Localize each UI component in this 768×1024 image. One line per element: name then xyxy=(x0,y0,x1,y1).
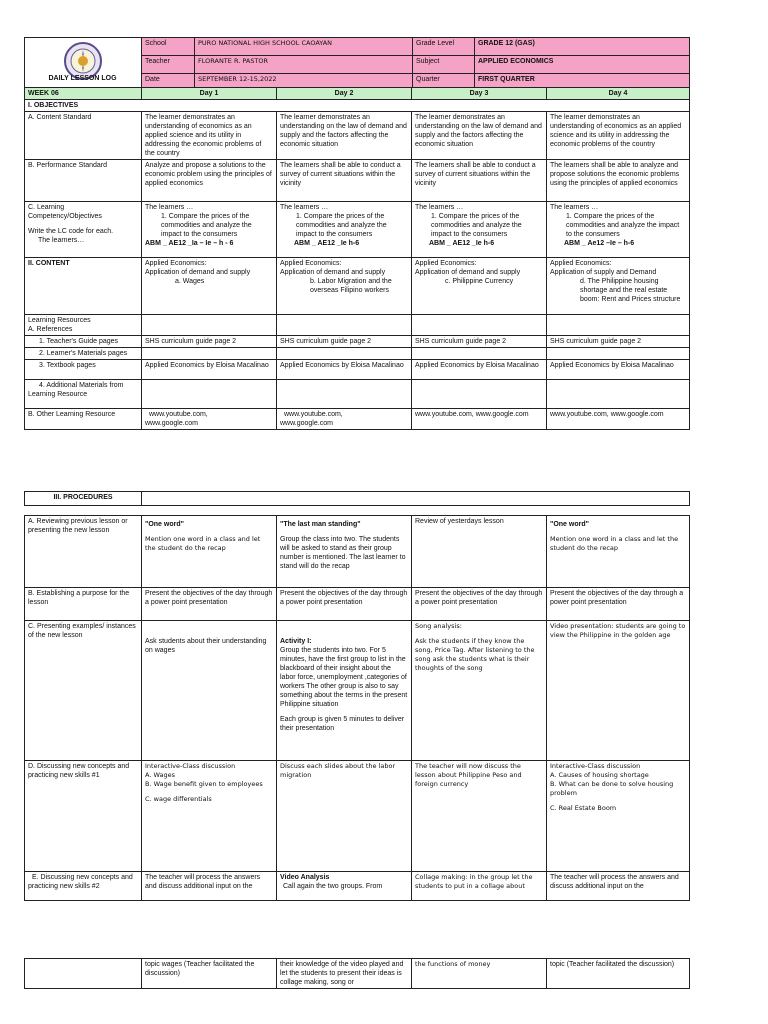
grade-label: Grade Level xyxy=(413,38,475,56)
tb-d3: Applied Economics by Eloisa Macalinao xyxy=(412,360,547,380)
continued-label xyxy=(25,959,142,989)
competency-item: 1. Compare the prices of the commodities and analyze the impact to the consumers xyxy=(161,213,252,238)
review-label: A. Reviewing previous lesson or presenting the new lesson xyxy=(25,516,142,588)
continued-d4: topic (Teacher facilitated the discussion) xyxy=(547,959,690,989)
resources-label-1: Learning Resources xyxy=(28,317,91,324)
resources-d1 xyxy=(142,315,277,336)
log-title-row xyxy=(24,71,141,85)
examples-d3-text: Ask the students if they know the song, Price Tag. After listening to the song ask the students what is their thoughts of the song xyxy=(415,637,535,672)
review-d1-text: Mention one word in a class and let the student do the recap xyxy=(145,535,261,552)
grade-value: GRADE 12 (GAS) xyxy=(475,38,690,56)
discussing2-d2-title: Video Analysis xyxy=(280,874,330,881)
competency-code-d2: ABM _ AE12 _Ie h-6 xyxy=(294,240,360,247)
content-d2 xyxy=(277,258,412,315)
content-d4 xyxy=(547,258,690,315)
tb-d4: Applied Economics by Eloisa Macalinao xyxy=(547,360,690,380)
content-prefix: Applied Economics: xyxy=(280,260,342,267)
additional-label-text: 4. Additional Materials from Learning Resource xyxy=(28,382,124,398)
content-d1-line: Application of demand and supply xyxy=(145,269,251,276)
tg-d1: SHS curriculum guide page 2 xyxy=(142,336,277,348)
examples-d2 xyxy=(277,621,412,761)
competency-code-d3: ABM _ AE12 _Ie h-6 xyxy=(429,240,495,247)
other-d1-b: www.google.com xyxy=(145,420,198,427)
content-standard-label: A. Content Standard xyxy=(25,112,142,160)
objectives-heading: I. OBJECTIVES xyxy=(25,100,690,112)
week-label: WEEK 06 xyxy=(25,88,142,100)
examples-label: C. Presenting examples/ instances of the new lesson xyxy=(25,621,142,761)
continued-table xyxy=(24,958,690,989)
competency-label-1: C. Learning Competency/Objectives xyxy=(28,204,102,220)
other-d1-a: www.youtube.com, xyxy=(149,411,208,418)
tb-label: 3. Textbook pages xyxy=(25,360,142,380)
performance-standard-d4: The learners shall be able to analyze and propose solutions the economic problems using the principles of applied economics xyxy=(547,160,690,202)
content-d2-line: Application of demand and supply xyxy=(280,269,386,276)
objectives-table xyxy=(24,87,690,430)
performance-standard-d3: The learners shall be able to conduct a survey of current situations within the vicinity xyxy=(412,160,547,202)
content-d2-sub: b. Labor Migration and the overseas Filipino workers xyxy=(310,278,392,294)
lm-d2 xyxy=(277,348,412,360)
competency-code-d4: ABM _ Ae12 –Ie – h-6 xyxy=(564,240,635,247)
content-d3-sub: c. Philippine Currency xyxy=(445,278,514,285)
tg-d4: SHS curriculum guide page 2 xyxy=(547,336,690,348)
date-label: Date xyxy=(142,74,195,88)
content-prefix: Applied Economics: xyxy=(415,260,477,267)
discussing2-d2 xyxy=(277,872,412,901)
discussing1-label: D. Discussing new concepts and practicing new skills #1 xyxy=(25,761,142,872)
discussing1-d4-c: C. Real Estate Boom xyxy=(550,804,617,812)
examples-d4-text: Video presentation: students are going to view the Philippine in the golden age xyxy=(550,622,686,639)
other-d4: www.youtube.com, www.google.com xyxy=(547,409,690,430)
continued-d2: their knowledge of the video played and let the students to present their ideas is collage making, song or xyxy=(277,959,412,989)
review-d1-title: "One word" xyxy=(145,521,184,528)
performance-standard-label: B. Performance Standard xyxy=(25,160,142,202)
add-d2 xyxy=(277,380,412,409)
content-d4-sub: d. The Philippine housing shortage and the real estate boom: Rent and Prices structure xyxy=(580,278,681,303)
other-d2-b: www.google.com xyxy=(280,420,333,427)
discussing2-d1: The teacher will process the answers and discuss additional input on the xyxy=(142,872,277,901)
review-d1 xyxy=(142,516,277,588)
lm-label: 2. Learner's Materials pages xyxy=(25,348,142,360)
content-standard-d3: The learner demonstrates an understanding on the law of demand and supply and the factors affecting the economic situation xyxy=(412,112,547,160)
competency-d4 xyxy=(547,202,690,258)
content-d4-line: Application of supply and Demand xyxy=(550,269,657,276)
quarter-value: FIRST QUARTER xyxy=(475,74,690,88)
discussing1-d1-c: C. wage differentials xyxy=(145,795,212,803)
examples-d4 xyxy=(547,621,690,761)
competency-item: 1. Compare the prices of the commodities and analyze the impact to the consumers xyxy=(431,213,522,238)
add-d3 xyxy=(412,380,547,409)
examples-d2-text: Group the students into two. For 5 minutes, have the first group to list in the blackboard of their insight about the labor force, unemployment ,categories of workers The other group is also to say something about the terms in the present Philippine situation xyxy=(280,647,408,708)
lm-d4 xyxy=(547,348,690,360)
resources-label xyxy=(25,315,142,336)
discussing1-d4-title: Interactive-Class discussion xyxy=(550,762,641,770)
competency-d3 xyxy=(412,202,547,258)
examples-d1-text: Ask students about their understanding on wages xyxy=(145,638,267,654)
examples-d2-text2: Each group is given 5 minutes to deliver their presentation xyxy=(280,716,405,732)
purpose-d3: Present the objectives of the day through a power point presentation xyxy=(412,588,547,621)
teacher-value: FLORANTE R. PASTOR xyxy=(195,56,413,74)
date-value: SEPTEMBER 12-15,2022 xyxy=(195,74,413,88)
purpose-d1: Present the objectives of the day through a power point presentation xyxy=(142,588,277,621)
discussing1-d1-b: B. Wage benefit given to employees xyxy=(145,780,263,788)
additional-label xyxy=(25,380,142,409)
daily-lesson-log-title: DAILY LESSON LOG xyxy=(48,75,117,82)
content-d1 xyxy=(142,258,277,315)
competency-intro: The learners … xyxy=(280,204,329,211)
review-d2-text: Group the class into two. The students will be asked to stand as their group number is mentioned. The last learner to stand will do the recap xyxy=(280,536,406,570)
review-d2 xyxy=(277,516,412,588)
purpose-label: B. Establishing a purpose for the lesson xyxy=(25,588,142,621)
subject-value: APPLIED ECONOMICS xyxy=(475,56,690,74)
other-d3: www.youtube.com, www.google.com xyxy=(412,409,547,430)
review-d3: Review of yesterdays lesson xyxy=(412,516,547,588)
discussing1-d4-b: B. What can be done to solve housing problem xyxy=(550,780,674,797)
discussing2-label xyxy=(25,872,142,901)
review-d2-title: "The last man standing" xyxy=(280,521,361,528)
content-label: II. CONTENT xyxy=(25,258,142,315)
quarter-label: Quarter xyxy=(413,74,475,88)
review-d4-title: "One word" xyxy=(550,521,589,528)
other-d2 xyxy=(277,409,412,430)
discussing2-d4: The teacher will process the answers and discuss additional input on the xyxy=(547,872,690,901)
content-standard-d1: The learner demonstrates an understanding of economics as an applied science and its utility in addressing the economic problems of the country xyxy=(142,112,277,160)
competency-d2 xyxy=(277,202,412,258)
other-label: B. Other Learning Resource xyxy=(25,409,142,430)
competency-label-2: Write the LC code for each. xyxy=(28,228,114,235)
competency-item: 1. Compare the prices of the commodities and analyze the impact to the consumers xyxy=(566,213,680,238)
lm-d1 xyxy=(142,348,277,360)
discussing1-d2: Discuss each slides about the labor migration xyxy=(277,761,412,872)
examples-d2-title: Activity I: xyxy=(280,638,312,645)
content-prefix: Applied Economics: xyxy=(145,260,207,267)
competency-intro: The learners … xyxy=(145,204,194,211)
content-d3 xyxy=(412,258,547,315)
tg-d2: SHS curriculum guide page 2 xyxy=(277,336,412,348)
continued-d3: the functions of money xyxy=(412,959,547,989)
subject-label: Subject xyxy=(413,56,475,74)
day-header-4: Day 4 xyxy=(547,88,690,100)
resources-label-2: A. References xyxy=(28,326,73,333)
teacher-label: Teacher xyxy=(142,56,195,74)
competency-code-d1: ABM _ AE12 _Ia – Ie – h - 6 xyxy=(145,240,234,247)
continued-d1: topic wages (Teacher facilitated the discussion) xyxy=(142,959,277,989)
review-d4 xyxy=(547,516,690,588)
discussing2-d2-text: Call again the two groups. From xyxy=(283,883,383,890)
discussing1-d1 xyxy=(142,761,277,872)
competency-item: 1. Compare the prices of the commodities and analyze the impact to the consumers xyxy=(296,213,387,238)
day-header-3: Day 3 xyxy=(412,88,547,100)
competency-label-3: The learners… xyxy=(38,237,85,244)
lm-d3 xyxy=(412,348,547,360)
procedures-heading: III. PROCEDURES xyxy=(25,492,142,506)
tg-label: 1. Teacher's Guide pages xyxy=(25,336,142,348)
content-standard-d2: The learner demonstrates an understanding on the law of demand and supply and the factors affecting the economic situation xyxy=(277,112,412,160)
school-value: PURO NATIONAL HIGH SCHOOL CAOAYAN xyxy=(195,38,413,56)
performance-standard-d2: The learners shall be able to conduct a survey of current situations within the vicinity xyxy=(277,160,412,202)
review-d4-text: Mention one word in a class and let the student do the recap xyxy=(550,535,679,552)
resources-d3 xyxy=(412,315,547,336)
examples-d1 xyxy=(142,621,277,761)
content-d1-sub: a. Wages xyxy=(175,278,205,285)
purpose-d2: Present the objectives of the day through a power point presentation xyxy=(277,588,412,621)
procedures-table xyxy=(24,491,690,506)
tb-d1: Applied Economics by Eloisa Macalinao xyxy=(142,360,277,380)
other-d2-a: www.youtube.com, xyxy=(284,411,343,418)
competency-intro: The learners … xyxy=(550,204,599,211)
discussing1-d4-a: A. Causes of housing shortage xyxy=(550,771,649,779)
competency-d1 xyxy=(142,202,277,258)
procedures-body xyxy=(24,515,690,901)
content-prefix: Applied Economics: xyxy=(550,260,612,267)
add-d1 xyxy=(142,380,277,409)
day-header-2: Day 2 xyxy=(277,88,412,100)
discussing1-d1-a: A. Wages xyxy=(145,771,175,779)
content-standard-d4: The learner demonstrates an understanding of economics as an applied science and its utility in addressing the economic problems of the country xyxy=(547,112,690,160)
discussing2-d3: Collage making: in the group let the students to put in a collage about xyxy=(412,872,547,901)
tb-d2: Applied Economics by Eloisa Macalinao xyxy=(277,360,412,380)
performance-standard-d1: Analyze and propose a solutions to the economic problem using the principles of applied economics xyxy=(142,160,277,202)
resources-d2 xyxy=(277,315,412,336)
add-d4 xyxy=(547,380,690,409)
examples-d3-title: Song analysis: xyxy=(415,622,462,630)
resources-d4 xyxy=(547,315,690,336)
discussing1-d3: The teacher will now discuss the lesson about Philippine Peso and foreign currency xyxy=(412,761,547,872)
day-header-1: Day 1 xyxy=(142,88,277,100)
school-label: School xyxy=(142,38,195,56)
purpose-d4: Present the objectives of the day through a power point presentation xyxy=(547,588,690,621)
competency-label xyxy=(25,202,142,258)
examples-d3 xyxy=(412,621,547,761)
discussing2-label-text: E. Discussing new concepts and practicing new skills #2 xyxy=(28,874,133,890)
other-d1 xyxy=(142,409,277,430)
content-d3-line: Application of demand and supply xyxy=(415,269,521,276)
discussing1-d4 xyxy=(547,761,690,872)
procedures-heading-blank xyxy=(142,492,690,506)
discussing1-d1-title: Interactive-Class discussion xyxy=(145,762,236,770)
tg-d3: SHS curriculum guide page 2 xyxy=(412,336,547,348)
competency-intro: The learners … xyxy=(415,204,464,211)
